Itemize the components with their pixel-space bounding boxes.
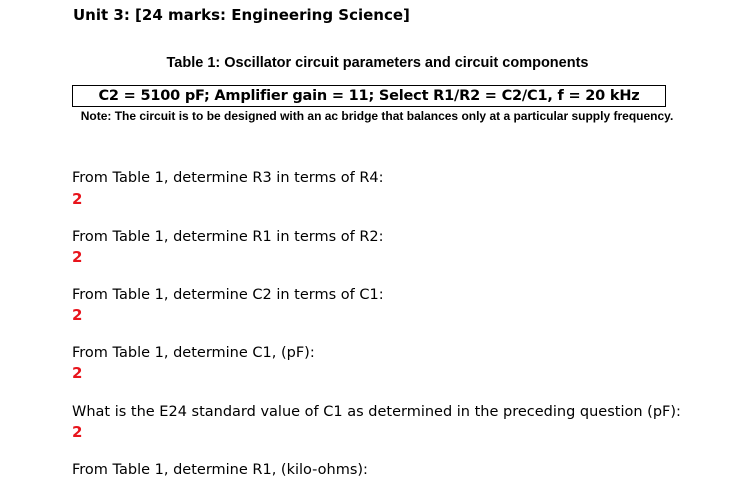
question-2-prompt: From Table 1, determine R1 in terms of R2: — [72, 229, 384, 245]
design-note: Note: The circuit is to be designed with an ac bridge that balances only at a particular supply frequency. — [80, 109, 674, 123]
question-1-prompt: From Table 1, determine R3 in terms of R4: — [72, 170, 384, 186]
question-2-marks: 2 — [72, 248, 83, 266]
question-4-prompt: From Table 1, determine C1, (pF): — [72, 345, 315, 361]
question-3-marks: 2 — [72, 306, 83, 324]
question-3-prompt: From Table 1, determine C2 in terms of C1: — [72, 287, 384, 303]
question-6-prompt: From Table 1, determine R1, (kilo-ohms): — [72, 462, 368, 478]
parameters-text: C2 = 5100 pF; Amplifier gain = 11; Select R1/R2 = C2/C1, f = 20 kHz — [98, 88, 640, 104]
question-1-marks: 2 — [72, 190, 83, 208]
question-4-marks: 2 — [72, 364, 83, 382]
question-5-marks: 2 — [72, 423, 83, 441]
table-caption: Table 1: Oscillator circuit parameters and circuit components — [166, 55, 589, 71]
parameters-box — [72, 85, 666, 107]
unit-title: Unit 3: [24 marks: Engineering Science] — [73, 6, 410, 24]
question-5-prompt: What is the E24 standard value of C1 as determined in the preceding question (pF): — [72, 404, 681, 420]
